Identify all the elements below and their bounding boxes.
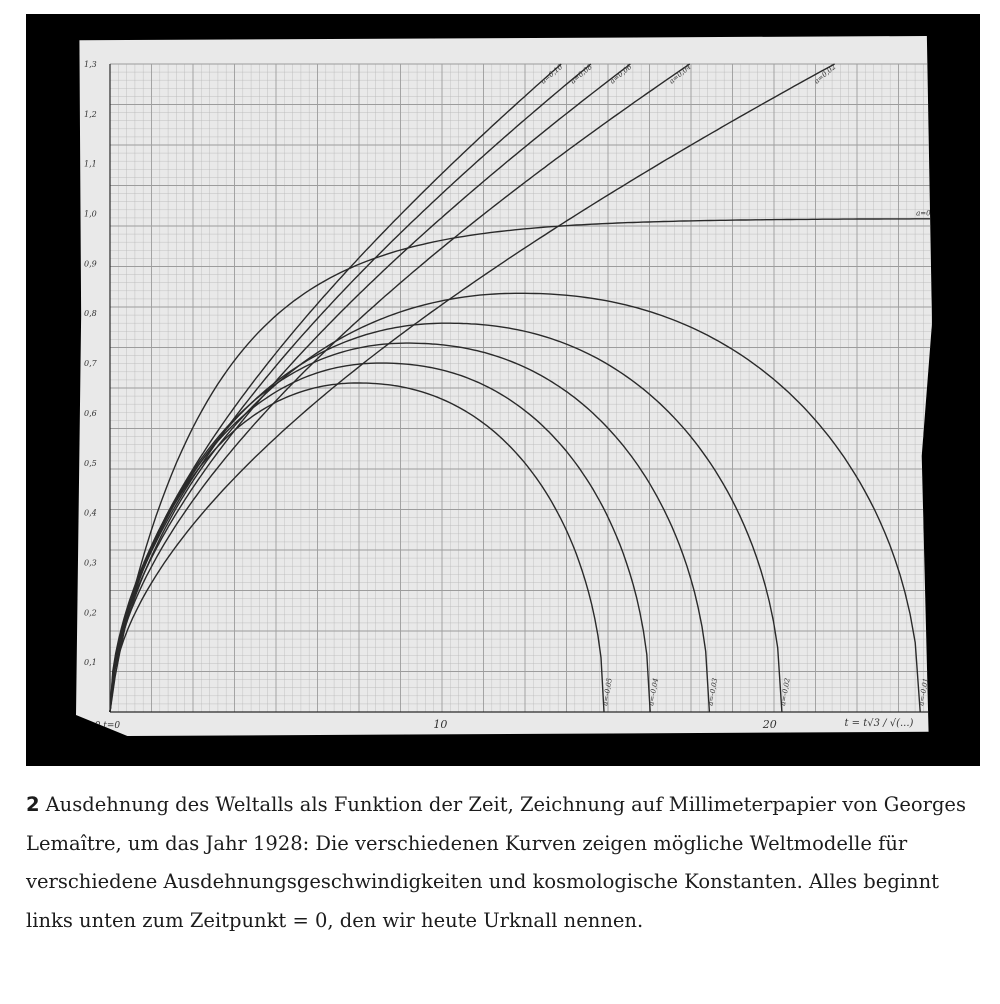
y-tick-label: 0,1 bbox=[84, 658, 97, 668]
y-tick-label: 1,0 bbox=[84, 209, 97, 219]
y-tick-label: 0,6 bbox=[84, 408, 97, 418]
series-label: a=0,04 bbox=[667, 62, 693, 86]
y-tick-label: 0,3 bbox=[84, 558, 97, 568]
curve-a-0-05 bbox=[110, 383, 604, 712]
figure-number: 2 bbox=[26, 793, 40, 816]
y-tick-label: 0,9 bbox=[84, 259, 97, 269]
series-label: a=-0,02 bbox=[778, 677, 792, 707]
figure-photo bbox=[26, 14, 980, 766]
x-tick-label: 20 bbox=[762, 718, 777, 731]
y-tick-label: 0,2 bbox=[84, 608, 97, 618]
x-axis-label: t = t√3 / √(...) bbox=[844, 718, 914, 729]
series-label: a=0,02 bbox=[812, 62, 838, 86]
y-tick-label: 1,1 bbox=[84, 159, 97, 169]
origin-label: x=0 t=0 bbox=[82, 721, 121, 731]
curve-a-0-03 bbox=[110, 343, 709, 712]
y-tick-label: 1,2 bbox=[84, 109, 97, 119]
series-label: a=-0,01 bbox=[917, 677, 931, 707]
series-label: a=0,08 bbox=[569, 62, 594, 86]
series-label: a=0 bbox=[916, 209, 931, 218]
millimeter-grid bbox=[110, 64, 932, 712]
series-label: a=-0,04 bbox=[647, 677, 660, 707]
label-group bbox=[82, 60, 931, 731]
series-label: a=0,10 bbox=[539, 62, 565, 86]
y-tick-label: 1,3 bbox=[84, 60, 97, 69]
caption-text: Ausdehnung des Weltalls als Funktion der Zeit, Zeichnung auf Millimeterpapier von Georges Lemaître, um das Jahr 1928: Die verschiedenen Kurven zeigen mögliche Weltmodelle für verschiedene Ausdehnungsgeschwindigkeiten und kosmologische Konstanten. Alles beginnt links unten zum Zeitpunkt = 0, den wir heute Urknall nennen. bbox=[26, 793, 966, 932]
graph-paper-sheet bbox=[76, 36, 932, 736]
x-tick-label: 10 bbox=[433, 718, 448, 731]
series-label: a=-0,03 bbox=[706, 677, 720, 707]
curve-a-0-01 bbox=[110, 293, 920, 712]
expansion-chart bbox=[76, 36, 932, 736]
y-tick-label: 0,5 bbox=[84, 458, 97, 468]
y-tick-label: 0,7 bbox=[84, 359, 97, 369]
y-tick-label: 0,4 bbox=[84, 508, 97, 518]
y-tick-label: 0,8 bbox=[84, 309, 97, 319]
figure-caption bbox=[26, 786, 976, 940]
series-label: a=0,06 bbox=[608, 62, 634, 86]
series-label: a=-0,05 bbox=[601, 677, 614, 707]
